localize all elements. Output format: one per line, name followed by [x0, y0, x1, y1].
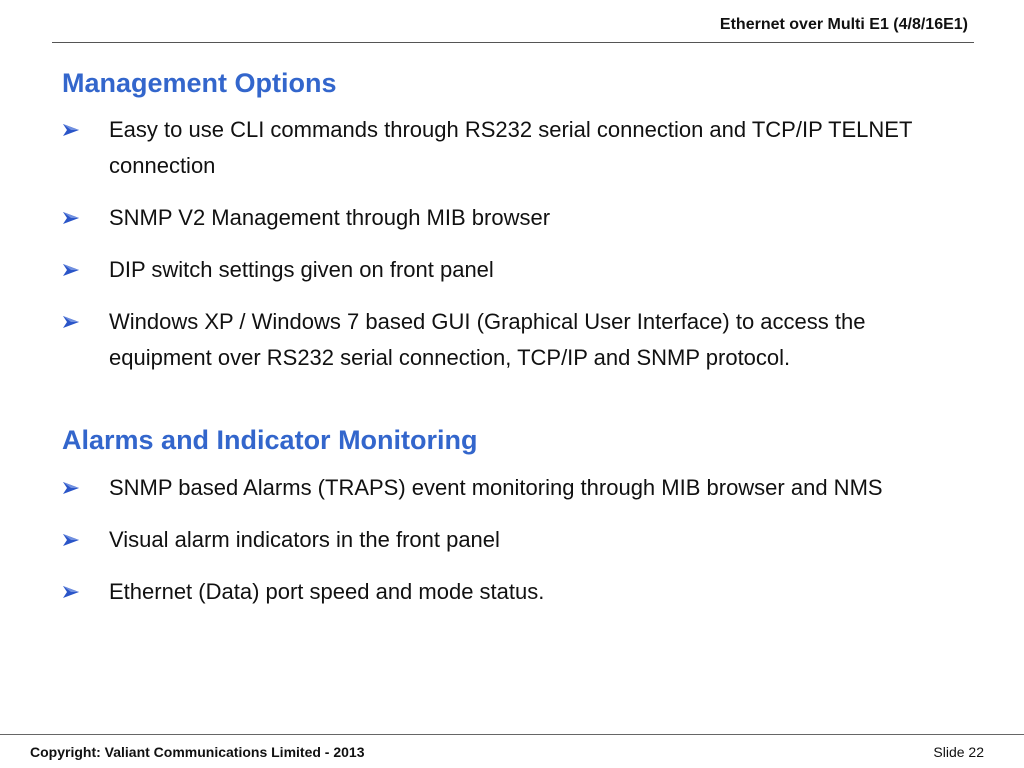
slide-number: Slide 22 [933, 744, 984, 760]
alarms-bullet-list [62, 470, 962, 626]
arrow-bullet-icon [62, 263, 80, 277]
arrow-bullet-icon [62, 315, 80, 329]
section-heading-management: Management Options [62, 68, 337, 98]
list-item [62, 522, 962, 558]
list-item [62, 112, 962, 184]
arrow-bullet-icon [62, 585, 80, 599]
bullet-text: DIP switch settings given on front panel [109, 257, 494, 282]
header-divider [52, 42, 974, 43]
list-item [62, 574, 962, 610]
management-bullet-list [62, 112, 962, 392]
slide-header-title: Ethernet over Multi E1 (4/8/16E1) [719, 16, 968, 33]
bullet-text: SNMP based Alarms (TRAPS) event monitoring through MIB browser and NMS [109, 475, 883, 500]
footer-copyright: Copyright: Valiant Communications Limited - 2013 [30, 744, 365, 760]
bullet-text: Visual alarm indicators in the front panel [109, 527, 500, 552]
list-item [62, 304, 962, 376]
arrow-bullet-icon [62, 123, 80, 137]
arrow-bullet-icon [62, 533, 80, 547]
bullet-text: SNMP V2 Management through MIB browser [109, 205, 551, 230]
arrow-bullet-icon [62, 481, 80, 495]
section-heading-alarms: Alarms and Indicator Monitoring [62, 425, 478, 455]
bullet-text: Windows XP / Windows 7 based GUI (Graphical User Interface) to access the equipment over RS232 serial connection, TCP/IP and SNMP protocol. [109, 309, 866, 370]
bullet-text: Ethernet (Data) port speed and mode status. [109, 579, 545, 604]
list-item [62, 252, 962, 288]
arrow-bullet-icon [62, 211, 80, 225]
footer-divider [0, 734, 1024, 735]
list-item [62, 470, 962, 506]
bullet-text: Easy to use CLI commands through RS232 serial connection and TCP/IP TELNET connection [109, 117, 913, 178]
list-item [62, 200, 962, 236]
